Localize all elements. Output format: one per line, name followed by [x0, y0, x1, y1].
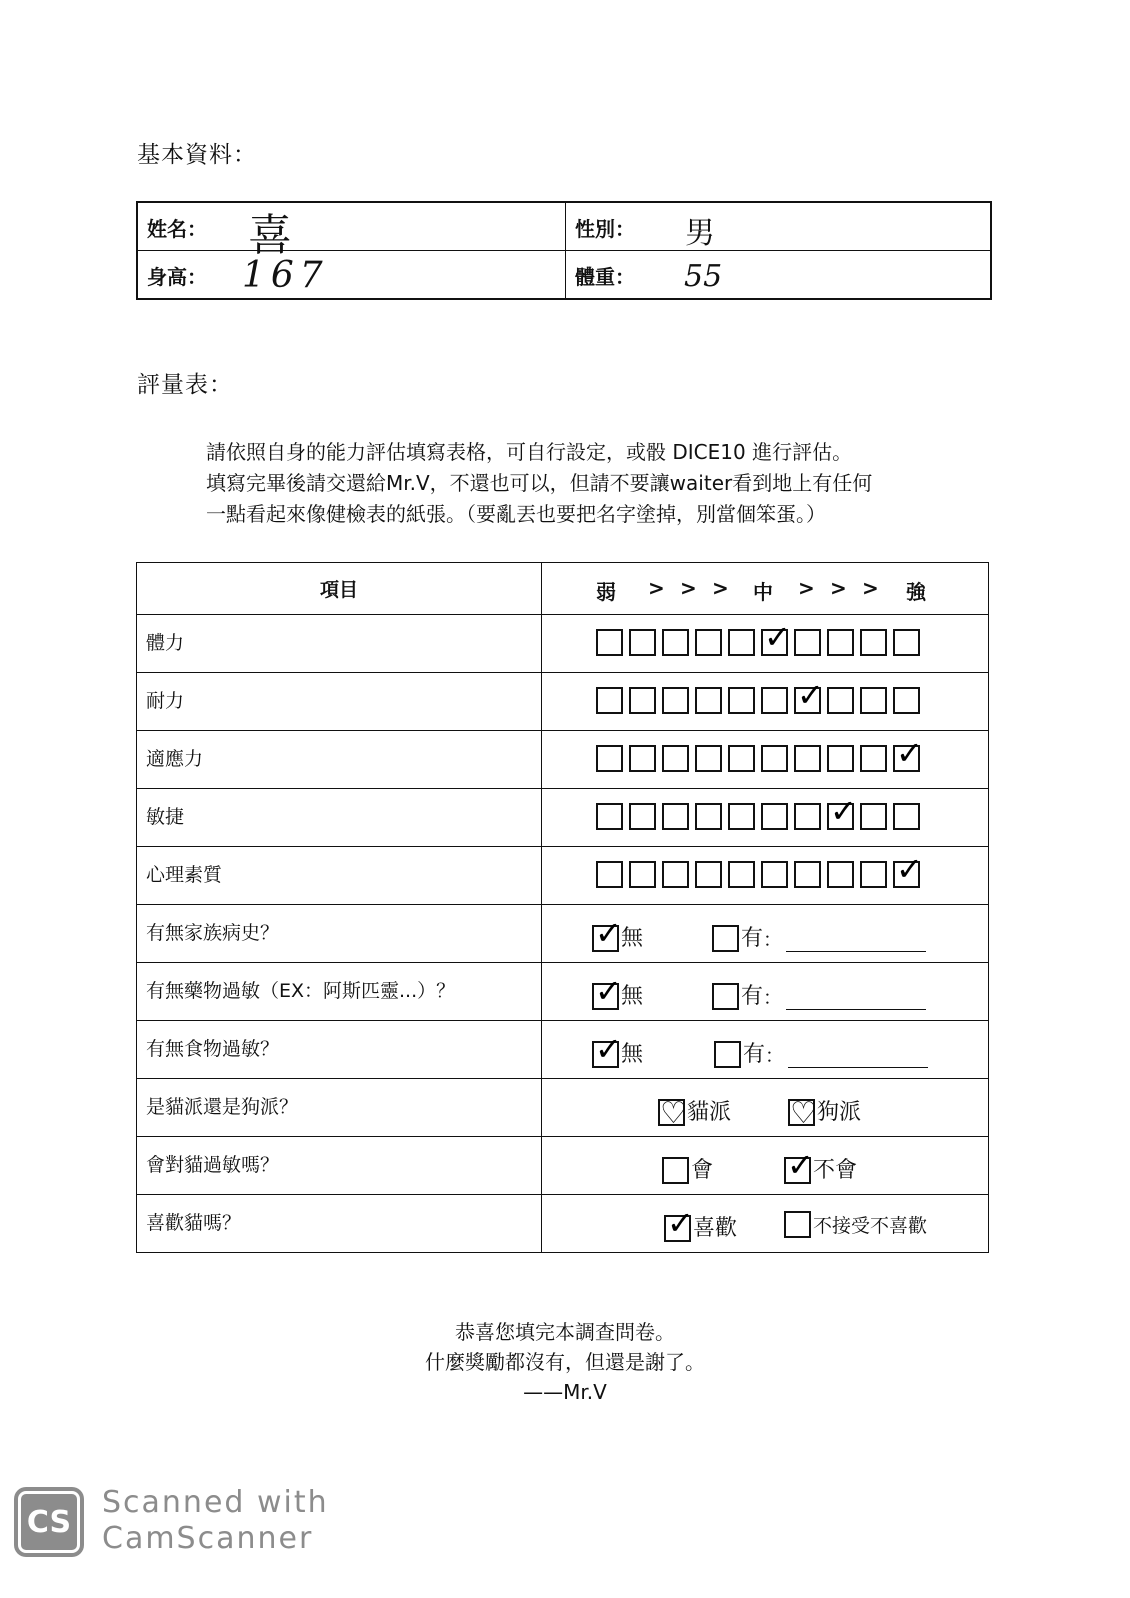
logo-text: CS: [18, 1491, 80, 1553]
checkbox-scale: [596, 734, 923, 772]
rating-box-2[interactable]: [629, 861, 656, 888]
colon: ：: [763, 987, 783, 1009]
checkbox[interactable]: [788, 1096, 817, 1131]
rating-box-4[interactable]: [695, 861, 722, 888]
item-label: 心理素質: [146, 864, 223, 886]
rating-box-5[interactable]: [728, 687, 755, 714]
checkbox[interactable]: [664, 1204, 694, 1242]
item-column-header: 項目: [137, 563, 542, 615]
choice-cell: [542, 905, 989, 963]
table-row: [137, 731, 989, 789]
item-label: 會對貓過敏嗎？: [146, 1154, 280, 1176]
rating-box-4[interactable]: [695, 803, 722, 830]
option-label: 無: [621, 926, 644, 951]
option-label: 無: [621, 1042, 644, 1067]
option-label: 有: [741, 926, 764, 951]
option-label: 不會: [813, 1158, 858, 1183]
arrow: >: [862, 576, 879, 600]
instruction-line: 填寫完畢後請交還給Mr.V，不還也可以，但請不要讓waiter看到地上有任何: [206, 471, 873, 495]
item-label: 有無家族病史？: [146, 922, 280, 944]
rating-box-2[interactable]: [629, 629, 656, 656]
heart-mark-icon: ♡: [660, 1096, 687, 1131]
checkbox-scale: [596, 676, 920, 714]
weak-label: 弱: [596, 580, 616, 604]
item-label: 適應力: [146, 748, 204, 770]
rating-box-5[interactable]: [728, 629, 755, 656]
scale-cell: [542, 847, 989, 905]
table-row: [137, 1137, 989, 1195]
checkbox[interactable]: [658, 1096, 687, 1131]
rating-box-7[interactable]: [794, 861, 821, 888]
item-cell: [137, 731, 542, 789]
item-label: 是貓派還是狗派？: [146, 1096, 299, 1118]
height-value: 167: [242, 255, 329, 296]
rating-box-1[interactable]: [596, 803, 623, 830]
item-label: 敏捷: [146, 806, 185, 828]
gender-value: 男: [685, 216, 715, 251]
option-label: 喜歡: [693, 1216, 738, 1241]
item-label: 體力: [146, 632, 185, 654]
closing-message: [0, 1317, 1130, 1407]
rating-box-9[interactable]: [860, 861, 887, 888]
option-label: 狗派: [817, 1100, 862, 1125]
rating-box-1[interactable]: [596, 861, 623, 888]
checkbox[interactable]: [784, 1211, 811, 1238]
blank-line: [786, 989, 926, 1010]
checkbox[interactable]: [592, 914, 622, 952]
gender-label: 性別：: [575, 217, 635, 241]
basic-info-heading: 基本資料：: [137, 142, 257, 168]
scale-cell: [542, 673, 989, 731]
rating-box-6[interactable]: [761, 803, 788, 830]
checkbox[interactable]: [714, 1041, 741, 1068]
rating-box-10[interactable]: [893, 850, 923, 888]
rating-box-8[interactable]: [827, 629, 854, 656]
rating-box-10[interactable]: [893, 687, 920, 714]
option-yes[interactable]: [712, 921, 926, 952]
heart-mark-icon: ♡: [790, 1096, 817, 1131]
checkbox[interactable]: [784, 1146, 814, 1184]
arrow: >: [680, 576, 697, 600]
rating-box-2[interactable]: [629, 745, 656, 772]
choice-cell: [542, 963, 989, 1021]
rating-heading: 評量表：: [137, 372, 233, 398]
name-label: 姓名：: [147, 217, 207, 241]
rating-box-1[interactable]: [596, 687, 623, 714]
option-dog[interactable]: [788, 1095, 862, 1131]
checkbox-scale: [596, 792, 920, 830]
option-no[interactable]: [592, 972, 644, 1010]
option-label: 有: [741, 984, 764, 1009]
item-label: 耐力: [146, 690, 185, 712]
arrow: >: [648, 576, 665, 600]
colon: ：: [765, 1045, 785, 1067]
option-like[interactable]: [664, 1204, 738, 1242]
table-row: [137, 1021, 989, 1079]
option-no[interactable]: [784, 1146, 858, 1184]
choice-cell: [542, 1079, 989, 1137]
checkbox-scale: [596, 618, 920, 656]
choice-cell: [542, 1195, 989, 1253]
rating-box-2[interactable]: [629, 803, 656, 830]
check-mark-icon: ✓: [797, 676, 824, 714]
option-label: 不接受不喜歡: [813, 1215, 928, 1237]
check-mark-icon: ✓: [764, 618, 791, 656]
rating-box-4[interactable]: [695, 687, 722, 714]
blank-line: [788, 1047, 928, 1068]
checkbox[interactable]: [592, 1030, 622, 1068]
rating-box-5[interactable]: [728, 745, 755, 772]
arrow: >: [830, 576, 847, 600]
rating-box-8[interactable]: [827, 792, 857, 830]
rating-box-10[interactable]: [893, 803, 920, 830]
choice-cell: [542, 1021, 989, 1079]
instruction-line: 一點看起來像健檢表的紙張。（要亂丟也要把名字塗掉，別當個笨蛋。）: [206, 502, 826, 526]
option-dislike[interactable]: [784, 1211, 927, 1238]
scale-cell: [542, 615, 989, 673]
rating-box-4[interactable]: [695, 629, 722, 656]
blank-line: [786, 931, 926, 952]
option-yes[interactable]: [662, 1153, 713, 1184]
item-cell: [137, 789, 542, 847]
option-no[interactable]: [592, 1030, 644, 1068]
rating-box-3[interactable]: [662, 861, 689, 888]
arrow: >: [798, 576, 815, 600]
closing-line: 恭喜您填完本調查問卷。: [455, 1320, 675, 1344]
table-row: [137, 615, 989, 673]
rating-box-7[interactable]: [794, 803, 821, 830]
option-label: 會: [691, 1158, 714, 1183]
check-mark-icon: ✓: [595, 972, 622, 1010]
option-cat[interactable]: [658, 1095, 732, 1131]
check-mark-icon: ✓: [896, 850, 923, 888]
mid-label: 中: [753, 580, 773, 604]
item-cell: [137, 1021, 542, 1079]
rating-box-8[interactable]: [827, 745, 854, 772]
instruction-line: 請依照自身的能力評估填寫表格，可自行設定，或骰 DICE10 進行評估。: [206, 440, 853, 464]
scale-cell: [542, 789, 989, 847]
item-cell: [137, 615, 542, 673]
scale-cell: [542, 731, 989, 789]
check-mark-icon: ✓: [830, 792, 857, 830]
item-cell: [137, 1195, 542, 1253]
arrow: >: [712, 576, 729, 600]
rating-box-9[interactable]: [860, 629, 887, 656]
rating-box-1[interactable]: [596, 629, 623, 656]
rating-box-3[interactable]: [662, 745, 689, 772]
item-label: 有無食物過敏？: [146, 1038, 280, 1060]
rating-box-10[interactable]: [893, 734, 923, 772]
check-mark-icon: ✓: [595, 1030, 622, 1068]
option-yes[interactable]: [714, 1037, 928, 1068]
table-row: [137, 1079, 989, 1137]
item-cell: [137, 673, 542, 731]
rating-box-7[interactable]: [794, 745, 821, 772]
scale-column-header: [542, 563, 989, 615]
rating-box-6[interactable]: [761, 745, 788, 772]
name-value: 喜: [248, 210, 292, 261]
rating-box-6[interactable]: [761, 687, 788, 714]
height-label: 身高：: [147, 265, 207, 289]
check-mark-icon: ✓: [896, 734, 923, 772]
option-label: 貓派: [687, 1100, 732, 1125]
rating-box-2[interactable]: [629, 687, 656, 714]
rating-box-3[interactable]: [662, 687, 689, 714]
option-no[interactable]: [592, 914, 644, 952]
watermark-line: Scanned with: [102, 1485, 329, 1520]
item-label: 有無藥物過敏（EX：阿斯匹靈...）？: [146, 980, 456, 1002]
strong-label: 強: [906, 580, 926, 604]
rating-box-6[interactable]: [761, 618, 791, 656]
rating-box-1[interactable]: [596, 745, 623, 772]
rating-box-3[interactable]: [662, 629, 689, 656]
rating-box-9[interactable]: [860, 745, 887, 772]
rating-box-8[interactable]: [827, 687, 854, 714]
rating-box-4[interactable]: [695, 745, 722, 772]
table-row: [137, 963, 989, 1021]
table-header-row: [137, 563, 989, 615]
checkbox[interactable]: [712, 983, 739, 1010]
table-row: [137, 1195, 989, 1253]
check-mark-icon: ✓: [667, 1204, 694, 1242]
table-row: [137, 673, 989, 731]
table-row: [137, 847, 989, 905]
rating-box-5[interactable]: [728, 861, 755, 888]
signature: ——Mr.V: [523, 1380, 607, 1404]
colon: ：: [763, 929, 783, 951]
rating-box-7[interactable]: [794, 629, 821, 656]
item-cell: [137, 847, 542, 905]
rating-box-10[interactable]: [893, 629, 920, 656]
basic-info-table: [136, 201, 992, 300]
watermark-line: CamScanner: [102, 1521, 314, 1556]
rating-box-9[interactable]: [860, 687, 887, 714]
instructions: [206, 437, 872, 530]
checkbox[interactable]: [592, 972, 622, 1010]
rating-box-8[interactable]: [827, 861, 854, 888]
rating-box-3[interactable]: [662, 803, 689, 830]
table-row: [137, 905, 989, 963]
weight-label: 體重：: [575, 265, 635, 289]
item-label: 喜歡貓嗎？: [146, 1212, 242, 1234]
item-cell: [137, 1079, 542, 1137]
option-yes[interactable]: [712, 979, 926, 1010]
choice-cell: [542, 1137, 989, 1195]
camscanner-logo-icon: [14, 1487, 84, 1557]
checkbox[interactable]: [662, 1157, 689, 1184]
rating-box-5[interactable]: [728, 803, 755, 830]
check-mark-icon: ✓: [787, 1146, 814, 1184]
check-mark-icon: ✓: [595, 914, 622, 952]
table-row: [137, 789, 989, 847]
rating-box-6[interactable]: [761, 861, 788, 888]
checkbox-scale: [596, 850, 923, 888]
item-cell: [137, 963, 542, 1021]
option-label: 無: [621, 984, 644, 1009]
item-cell: [137, 1137, 542, 1195]
rating-box-9[interactable]: [860, 803, 887, 830]
weight-value: 55: [684, 259, 723, 294]
item-cell: [137, 905, 542, 963]
closing-line: 什麼獎勵都沒有，但還是謝了。: [425, 1350, 705, 1374]
rating-table: [136, 562, 989, 1253]
watermark-text: [102, 1485, 329, 1557]
option-label: 有: [743, 1042, 766, 1067]
rating-box-7[interactable]: [794, 676, 824, 714]
checkbox[interactable]: [712, 925, 739, 952]
